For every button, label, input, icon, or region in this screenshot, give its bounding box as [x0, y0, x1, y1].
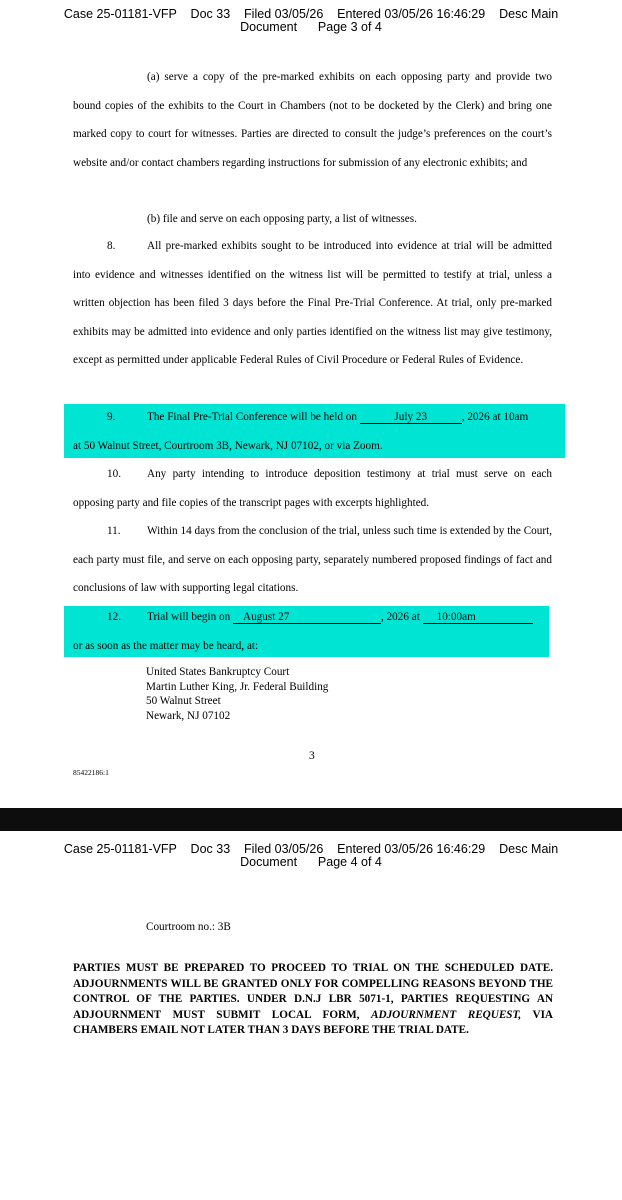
document-id: 85422186:1 [73, 768, 109, 777]
page4-header-page-line: Document Page 4 of 4 [240, 855, 382, 869]
item-9 [73, 403, 562, 460]
item-8-number: 8. [107, 240, 116, 252]
item-10 [73, 460, 552, 517]
item-12-time-blank [423, 611, 533, 624]
item-8-text: All pre-marked exhibits sought to be introduced into evidence at trial will be admitted into evidence and witnesses identified on the witness list will be permitted to testify at trial, unless a written objection has been filed 3 days before the Final Pre-Trial Conference. At trial, only pre-marked exhibits may be admitted into evidence and only parties identified on the witness list may give testimony, except as permitted under applicable Federal Rules of Civil Procedure or Federal Rules of Evidence. [73, 240, 552, 367]
courtroom-number: Courtroom no.: 3B [146, 921, 231, 933]
item-9-location: at 50 Walnut Street, Courtroom 3B, Newark, NJ 07102, or via Zoom. [73, 439, 383, 452]
item-11 [73, 517, 552, 603]
item-12-time: 10:00am [436, 611, 476, 623]
warning-form-name: ADJOURNMENT REQUEST, [371, 1008, 522, 1021]
warning-text-pre: PARTIES MUST BE PREPARED TO PROCEED TO TRIAL ON THE SCHEDULED DATE. ADJOURNMENTS WILL BE GRANTED ONLY FOR COMPELLING REASONS BEYOND THE CONTROL OF THE PARTIES. UNDER D.N.J LBR 5071-1, PARTIES REQUESTING AN ADJOURNMENT MUST SUBMIT LOCAL FORM, [73, 962, 553, 1021]
item-a [73, 63, 552, 177]
address-line-3: 50 Walnut Street [146, 695, 221, 707]
item-b-text: (b) file and serve on each opposing party, a list of witnesses. [147, 213, 417, 225]
page3-header-case-line: Case 25-01181-VFP Doc 33 Filed 03/05/26 Entered 03/05/26 16:46:29 Desc Main [63, 7, 559, 21]
page-separator [0, 808, 622, 831]
item-9-pre: The Final Pre-Trial Conference will be held on [147, 411, 357, 423]
item-10-text: Any party intending to introduce deposition testimony at trial must serve on each opposing party and file copies of the transcript pages with excerpts highlighted. [73, 468, 552, 509]
page-number: 3 [309, 750, 315, 762]
address-line-4: Newark, NJ 07102 [146, 709, 231, 722]
item-12-line2: or as soon as the matter may be heard, at: [73, 639, 259, 652]
page3-header [0, 8, 622, 34]
item-9-date: July 23 [394, 411, 428, 423]
item-a-text: (a) serve a copy of the pre-marked exhibits on each opposing party and provide two bound copies of the exhibits to the Court in Chambers (not to be docketed by the Clerk) and bring one marked copy to court for witnesses. Parties are directed to consult the judge’s preferences on the court’s website and/or contact chambers regarding instructions for submission of any electronic exhibits; and [73, 71, 552, 169]
page4-header [0, 843, 622, 869]
item-10-number: 10. [107, 468, 121, 480]
page3-header-page-line: Document Page 3 of 4 [240, 20, 382, 34]
item-12-pre: Trial will begin on [147, 611, 231, 623]
item-12 [73, 603, 553, 660]
item-11-number: 11. [107, 525, 121, 537]
warning-text-post: VIA CHAMBERS EMAIL NOT LATER THAN 3 DAYS BEFORE THE TRIAL DATE. [73, 1008, 554, 1036]
item-12-date: August 27 [242, 611, 290, 623]
item-12-date-blank [233, 611, 381, 624]
court-address [146, 665, 328, 723]
page4-header-case-line: Case 25-01181-VFP Doc 33 Filed 03/05/26 Entered 03/05/26 16:46:29 Desc Main [63, 842, 559, 856]
item-9-number: 9. [107, 411, 116, 423]
item-b [73, 205, 552, 234]
address-line-1: United States Bankruptcy Court [146, 666, 290, 678]
item-8 [73, 232, 552, 375]
item-11-text: Within 14 days from the conclusion of the trial, unless such time is extended by the Court, each party must file, and serve on each opposing party, separately numbered proposed findings of fact and conclusions of law with supporting legal citations. [73, 525, 552, 595]
item-12-number: 12. [107, 611, 121, 623]
item-12-mid: , 2026 at [380, 611, 420, 623]
adjournment-warning [73, 961, 553, 1039]
item-9-date-blank [360, 411, 462, 424]
item-9-post: , 2026 at 10am [461, 411, 529, 423]
address-line-2: Martin Luther King, Jr. Federal Building [146, 680, 329, 693]
